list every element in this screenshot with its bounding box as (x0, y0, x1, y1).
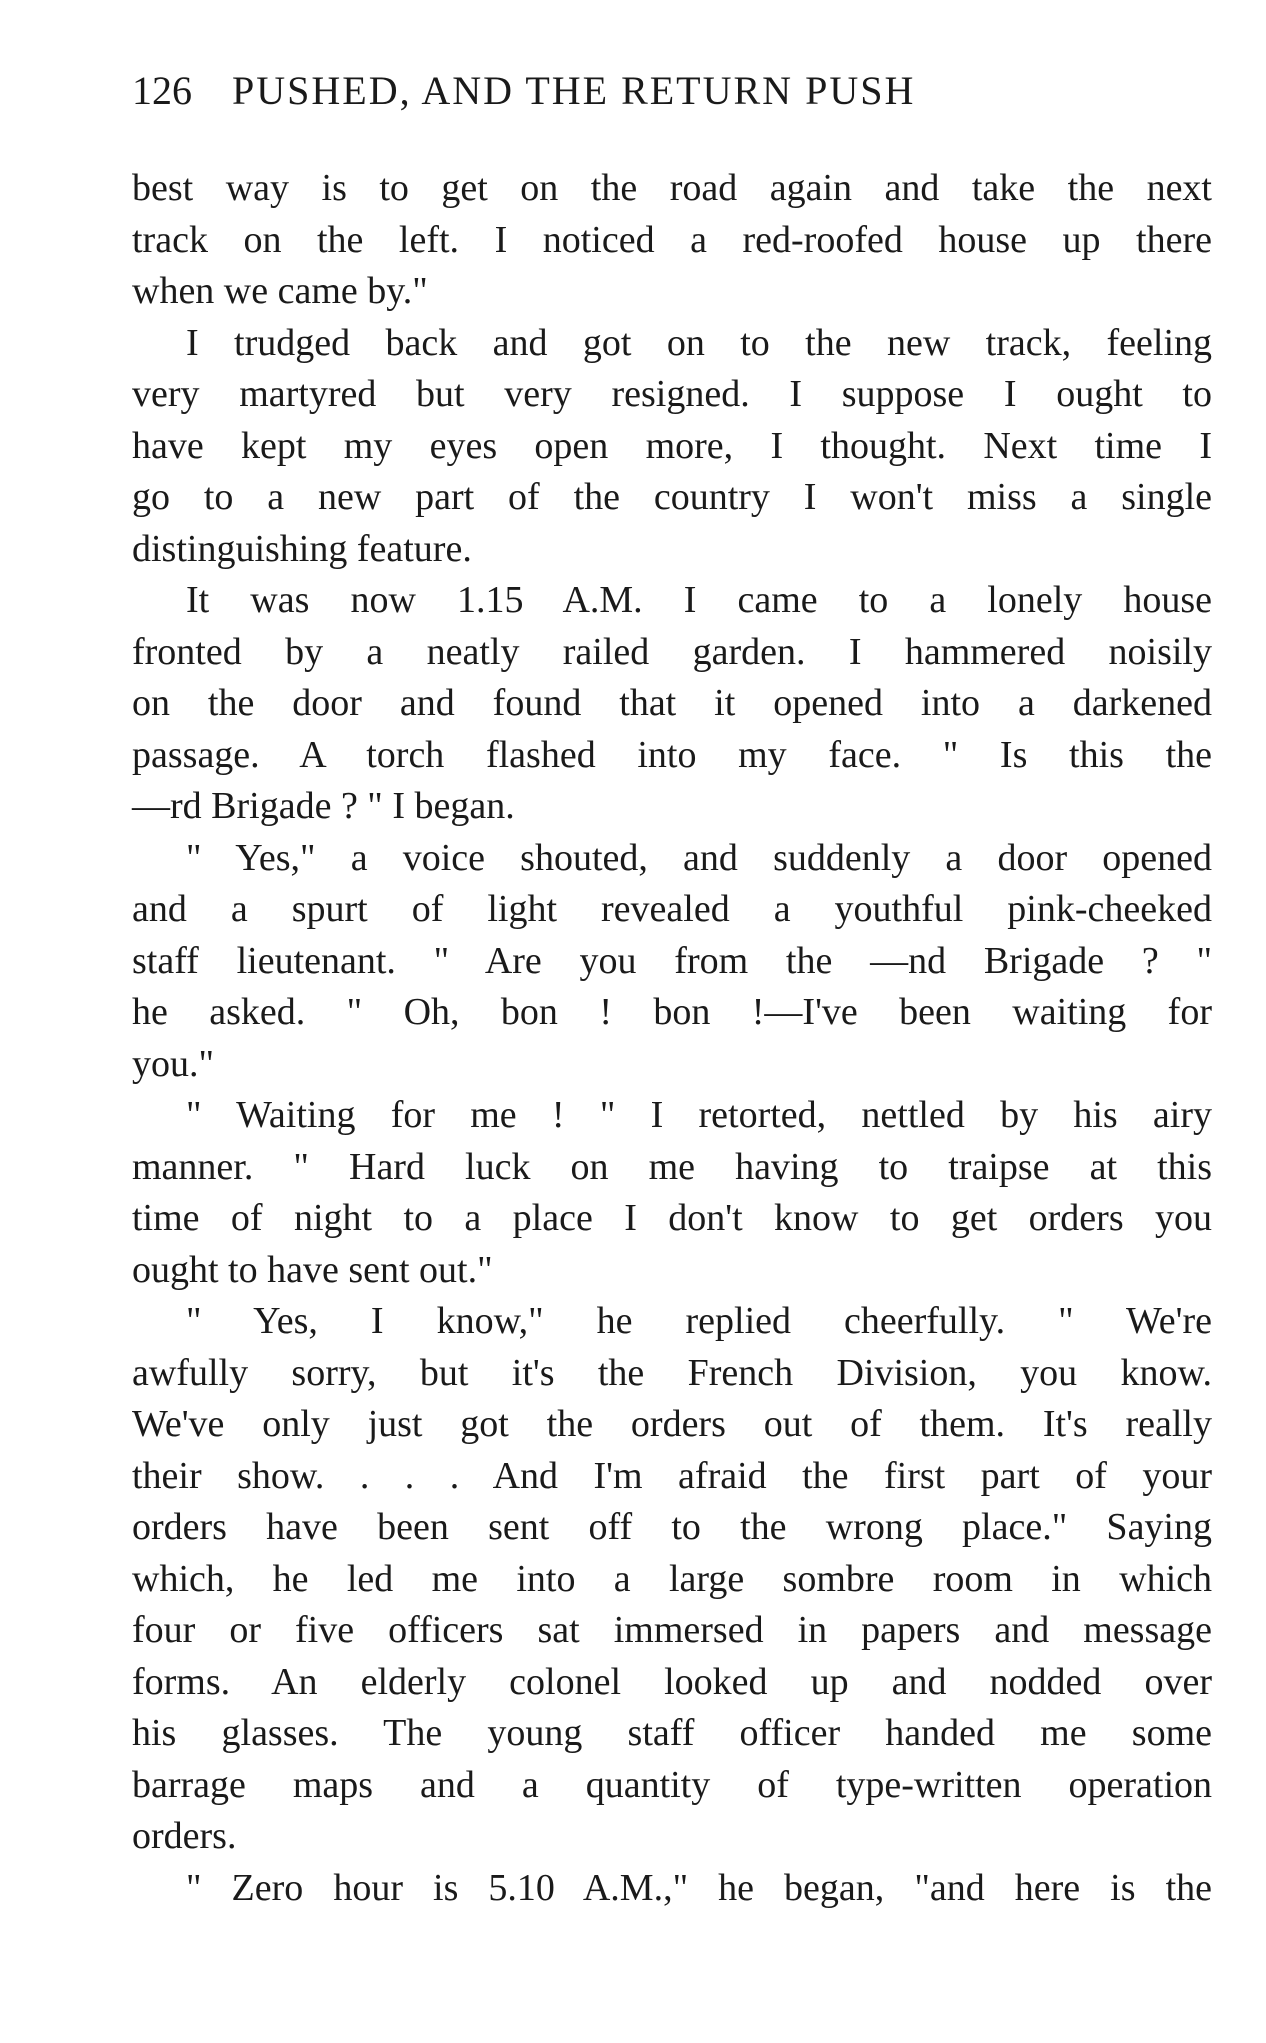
text-line: awfully sorry, but it's the French Division, you know. (132, 1351, 1212, 1394)
text-line: on the door and found that it opened into a darkened (132, 682, 1212, 724)
text-line: ought to have sent out." (132, 1248, 493, 1291)
text-line: orders. (132, 1815, 237, 1857)
text-line: We've only just got the orders out of them. It's really (132, 1403, 1212, 1445)
text-line: —rd Brigade ? " I began. (132, 785, 515, 827)
text-line: forms. An elderly colonel looked up and nodded over (132, 1660, 1212, 1703)
text-line: best way is to get on the road again and take the next (132, 167, 1212, 209)
text-line: time of night to a place I don't know to get orders you (132, 1197, 1212, 1239)
page-number: 126 (132, 68, 192, 113)
text-line: go to a new part of the country I won't miss a single (132, 476, 1212, 518)
text-line: I trudged back and got on to the new track, feeling (186, 321, 1212, 364)
text-line: and a spurt of light revealed a youthful pink-cheeked (132, 888, 1212, 930)
text-line: orders have been sent off to the wrong place." Saying (132, 1506, 1212, 1548)
text-line: It was now 1.15 A.M. I came to a lonely house (186, 579, 1212, 621)
text-line: track on the left. I noticed a red-roofed house up there (132, 218, 1212, 261)
text-line: you." (132, 1042, 215, 1085)
text-line: four or five officers sat immersed in papers and message (132, 1609, 1212, 1651)
text-line: " Yes, I know," he replied cheerfully. " We're (186, 1300, 1212, 1342)
text-line: which, he led me into a large sombre room in which (132, 1557, 1212, 1600)
text-line: staff lieutenant. " Are you from the —nd Brigade ? " (132, 939, 1212, 982)
running-head (132, 66, 1132, 116)
text-line: fronted by a neatly railed garden. I hammered noisily (132, 630, 1212, 673)
text-line: when we came by." (132, 270, 428, 312)
text-line: manner. " Hard luck on me having to traipse at this (132, 1145, 1212, 1188)
text-line: distinguishing feature. (132, 527, 472, 570)
text-line: " Waiting for me ! " I retorted, nettled by his airy (186, 1094, 1212, 1136)
text-line: their show. . . . And I'm afraid the first part of your (132, 1454, 1212, 1497)
running-title: PUSHED, AND THE RETURN PUSH (232, 68, 916, 113)
text-line: barrage maps and a quantity of type-written operation (132, 1763, 1212, 1806)
body-text (132, 163, 1212, 1914)
text-line: his glasses. The young staff officer handed me some (132, 1712, 1212, 1754)
text-line: very martyred but very resigned. I suppose I ought to (132, 373, 1212, 415)
text-line: he asked. " Oh, bon ! bon !—I've been waiting for (132, 991, 1212, 1033)
text-line: have kept my eyes open more, I thought. Next time I (132, 424, 1212, 467)
text-line: " Zero hour is 5.10 A.M.," he began, "and here is the (186, 1866, 1212, 1909)
text-line: passage. A torch flashed into my face. " Is this the (132, 733, 1212, 776)
text-line: " Yes," a voice shouted, and suddenly a door opened (186, 836, 1212, 879)
